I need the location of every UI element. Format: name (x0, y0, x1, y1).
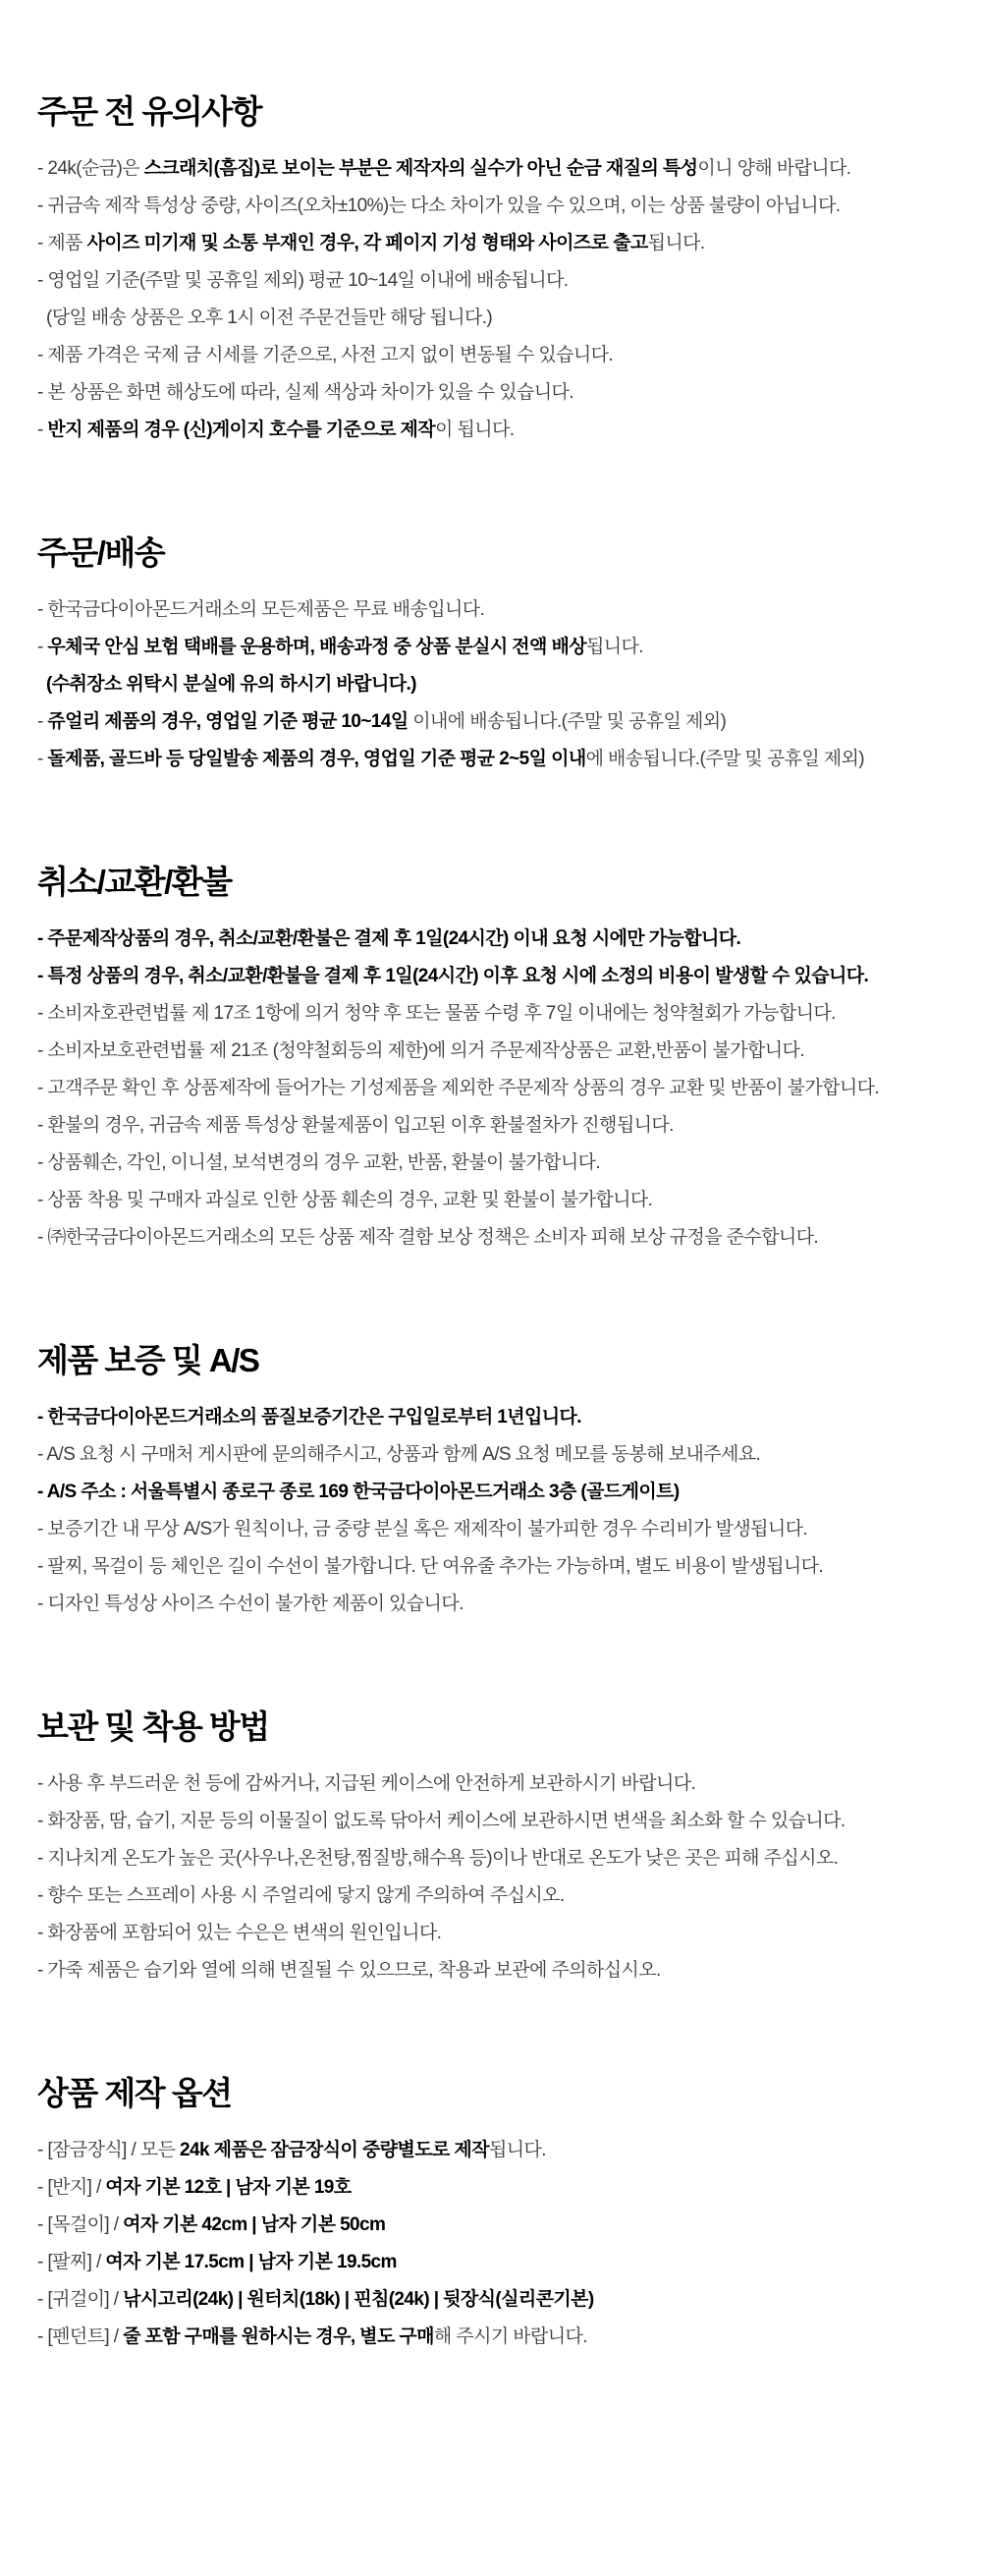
notice-text: - 지나치게 온도가 높은 곳(사우나,온천탕,찜질방,해수욕 등)이나 반대로 온도가 낮은 곳은 피해 주십시오. (37, 1848, 839, 1869)
notice-text: - (37, 637, 48, 657)
notice-text: - 상품 착용 및 구매자 과실로 인한 상품 훼손의 경우, 교환 및 환불이 불가합니다. (37, 1190, 653, 1210)
notice-text: - 제품 가격은 국제 금 시세를 기준으로, 사전 고지 없이 변동될 수 있습니다. (37, 345, 614, 365)
notice-text-bold: 낚시고리(24k) | 원터치(18k) | 핀침(24k) | 뒷장식(실리콘기본) (123, 2289, 594, 2310)
notice-item (37, 1033, 962, 1070)
notice-item (37, 741, 962, 778)
notice-text-bold: 여자 기본 17.5cm | 남자 기본 19.5cm (105, 2252, 397, 2272)
notice-text: - 한국금다이아몬드거래소의 모든제품은 무료 배송입니다. (37, 599, 485, 620)
notice-item (37, 1399, 962, 1436)
notice-item (37, 2244, 962, 2281)
notice-text: - 화장품에 포함되어 있는 수은은 변색의 원인입니다. (37, 1923, 442, 1943)
notice-item (37, 2207, 962, 2244)
notice-text: - 소비자보호관련법률 제 21조 (청약철회등의 제한)에 의거 주문제작상품은 교환,반품이 불가합니다. (37, 1040, 804, 1061)
section-title-pre-order-notice: 주문 전 유의사항 (37, 93, 261, 130)
notice-text: - 향수 또는 스프레이 사용 시 주얼리에 닿지 않게 주의하여 주십시오. (37, 1885, 565, 1906)
notice-text-bold: 여자 기본 12호 | 남자 기본 19호 (105, 2177, 352, 2198)
notice-text: - 가죽 제품은 습기와 열에 의해 변질될 수 있으므로, 착용과 보관에 주의하십시오. (37, 1960, 661, 1981)
notice-item (37, 337, 962, 374)
notice-list (37, 591, 962, 778)
section-storage-wearing (37, 1706, 962, 1989)
notice-item (37, 1474, 962, 1511)
notice-text: - 환불의 경우, 귀금속 제품 특성상 환불제품이 입고된 이후 환불절차가 진행됩니다. (37, 1115, 674, 1136)
notice-text: - 24k(순금)은 (37, 158, 144, 179)
notice-text: - 보증기간 내 무상 A/S가 원칙이나, 금 중량 분실 혹은 재제작이 불가피한 경우 수리비가 발생됩니다. (37, 1519, 808, 1540)
notice-text: - [반지] / (37, 2177, 106, 2198)
notice-text-bold: 여자 기본 42cm | 남자 기본 50cm (123, 2214, 386, 2235)
notice-text-bold: 돌제품, 골드바 등 당일발송 제품의 경우, 영업일 기준 평균 2~5일 이내 (47, 749, 586, 769)
notice-item (37, 1070, 962, 1107)
notice-text: - 디자인 특성상 사이즈 수선이 불가한 제품이 있습니다. (37, 1594, 464, 1614)
notice-item (37, 2319, 962, 2356)
notice-text: - 사용 후 부드러운 천 등에 감싸거나, 지급된 케이스에 안전하게 보관하시기 바랍니다. (37, 1773, 696, 1794)
notice-text-bold: 사이즈 미기재 및 소통 부재인 경우, 각 페이지 기성 형태와 사이즈로 출고 (86, 233, 648, 253)
notice-text: - (37, 420, 48, 440)
notice-item (37, 1107, 962, 1145)
notice-text: - [목걸이] / (37, 2214, 124, 2235)
notice-item (37, 1803, 962, 1840)
notice-text: 이 됩니다. (435, 420, 515, 440)
notice-text: 이내에 배송됩니다.(주말 및 공휴일 제외) (408, 711, 727, 732)
notice-item (37, 958, 962, 995)
notice-text-bold: - 특정 상품의 경우, 취소/교환/환불을 결제 후 1일(24시간) 이후 요청 시에 소정의 비용이 발생할 수 있습니다. (37, 966, 869, 986)
notice-text: - 귀금속 제작 특성상 중량, 사이즈(오차±10%)는 다소 차이가 있을 수 있으며, 이는 상품 불량이 아닙니다. (37, 196, 841, 216)
notice-item (37, 2169, 962, 2207)
notice-text-bold: - A/S 주소 : 서울특별시 종로구 종로 169 한국금다이아몬드거래소 3층 (골드게이트) (37, 1482, 680, 1502)
section-pre-order-notice (37, 90, 962, 449)
notice-list (37, 921, 962, 1257)
notice-text: (당일 배송 상품은 오후 1시 이전 주문건들만 해당 됩니다.) (46, 308, 493, 328)
section-order-shipping (37, 532, 962, 778)
notice-item (37, 703, 962, 741)
notice-text: 됩니다. (647, 233, 705, 253)
notice-text: - ㈜한국금다이아몬드거래소의 모든 상품 제작 결함 보상 정책은 소비자 피해 보상 규정을 준수합니다. (37, 1227, 819, 1248)
notice-item (37, 1511, 962, 1548)
notice-list (37, 1399, 962, 1623)
notice-text-bold: - 한국금다이아몬드거래소의 품질보증기간은 구입일로부터 1년입니다. (37, 1407, 581, 1428)
notice-item (37, 225, 962, 262)
notice-text: 됩니다. (488, 2140, 546, 2160)
notice-item (37, 666, 962, 703)
notice-text: - (37, 711, 48, 732)
notice-item (37, 1182, 962, 1219)
notice-item (37, 1765, 962, 1803)
notice-text: - 본 상품은 화면 해상도에 따라, 실제 색상과 차이가 있을 수 있습니다. (37, 382, 573, 403)
notice-text: - 팔찌, 목걸이 등 체인은 길이 수선이 불가합니다. 단 여유줄 추가는 가능하며, 별도 비용이 발생됩니다. (37, 1556, 824, 1577)
notice-item (37, 1840, 962, 1877)
notice-item (37, 412, 962, 449)
notice-text: - 소비자호관련법률 제 17조 1항에 의거 청약 후 또는 물품 수령 후 7일 이내에는 청약철회가 가능합니다. (37, 1003, 836, 1024)
notice-item (37, 1915, 962, 1952)
section-title-product-options: 상품 제작 옵션 (37, 2075, 232, 2111)
notice-item (37, 591, 962, 629)
notice-text: - 고객주문 확인 후 상품제작에 들어가는 기성제품을 제외한 주문제작 상품의 경우 교환 및 반품이 불가합니다. (37, 1078, 880, 1098)
notice-text: - 상품훼손, 각인, 이니셜, 보석변경의 경우 교환, 반품, 환불이 불가합니다. (37, 1152, 601, 1173)
notice-text: - 화장품, 땀, 습기, 지문 등의 이물질이 없도록 닦아서 케이스에 보관하시면 변색을 최소화 할 수 있습니다. (37, 1811, 846, 1831)
section-cancel-exchange-refund (37, 861, 962, 1257)
notice-text-bold: 줄 포함 구매를 원하시는 경우, 별도 구매 (123, 2326, 434, 2347)
section-title-order-shipping: 주문/배송 (37, 534, 165, 571)
notice-text: 해 주시기 바랍니다. (433, 2326, 587, 2347)
notice-text-bold: 반지 제품의 경우 (신)게이지 호수를 기준으로 제작 (47, 420, 436, 440)
notice-text: - (37, 749, 48, 769)
section-title-cancel-exchange-refund: 취소/교환/환불 (37, 864, 232, 900)
notice-item (37, 188, 962, 225)
notice-item (37, 374, 962, 412)
product-notice-document (37, 90, 962, 2356)
notice-item (37, 1548, 962, 1586)
notice-text: - 제품 (37, 233, 87, 253)
notice-text: - 영업일 기준(주말 및 공휴일 제외) 평균 10~14일 이내에 배송됩니다. (37, 270, 569, 291)
section-title-warranty-as: 제품 보증 및 A/S (37, 1342, 259, 1378)
notice-item (37, 1877, 962, 1915)
notice-text: - A/S 요청 시 구매처 게시판에 문의해주시고, 상품과 함께 A/S 요청 메모를 동봉해 보내주세요. (37, 1444, 761, 1465)
notice-item (37, 921, 962, 958)
notice-text: - [귀걸이] / (37, 2289, 124, 2310)
notice-text-bold: - 주문제작상품의 경우, 취소/교환/환불은 결제 후 1일(24시간) 이내 요청 시에만 가능합니다. (37, 928, 741, 949)
notice-text-bold: 쥬얼리 제품의 경우, 영업일 기준 평균 10~14일 (47, 711, 409, 732)
section-title-storage-wearing: 보관 및 착용 방법 (37, 1708, 269, 1745)
notice-list (37, 1765, 962, 1989)
notice-item (37, 1586, 962, 1623)
notice-item (37, 629, 962, 666)
notice-text-bold: (수취장소 위탁시 분실에 유의 하시기 바랍니다.) (46, 674, 416, 695)
notice-text: 됩니다. (586, 637, 643, 657)
notice-item (37, 300, 962, 337)
notice-list (37, 2132, 962, 2356)
notice-item (37, 1436, 962, 1474)
notice-text: 이니 양해 바랍니다. (697, 158, 851, 179)
section-product-options (37, 2072, 962, 2356)
notice-text-bold: 우체국 안심 보험 택배를 운용하며, 배송과정 중 상품 분실시 전액 배상 (47, 637, 586, 657)
notice-item (37, 1145, 962, 1182)
notice-list (37, 150, 962, 449)
notice-text: 에 배송됩니다.(주말 및 공휴일 제외) (585, 749, 864, 769)
notice-text-bold: 스크래치(흠집)로 보이는 부분은 제작자의 실수가 아닌 순금 재질의 특성 (143, 158, 698, 179)
notice-item (37, 2132, 962, 2169)
notice-item (37, 1952, 962, 1989)
notice-text: - [펜던트] / (37, 2326, 124, 2347)
notice-text-bold: 24k 제품은 잠금장식이 중량별도로 제작 (180, 2140, 489, 2160)
notice-item (37, 262, 962, 300)
notice-item (37, 150, 962, 188)
notice-item (37, 2281, 962, 2319)
notice-item (37, 995, 962, 1033)
notice-text: - [잠금장식] / 모든 (37, 2140, 181, 2160)
section-warranty-as (37, 1339, 962, 1623)
notice-text: - [팔찌] / (37, 2252, 106, 2272)
notice-item (37, 1219, 962, 1257)
